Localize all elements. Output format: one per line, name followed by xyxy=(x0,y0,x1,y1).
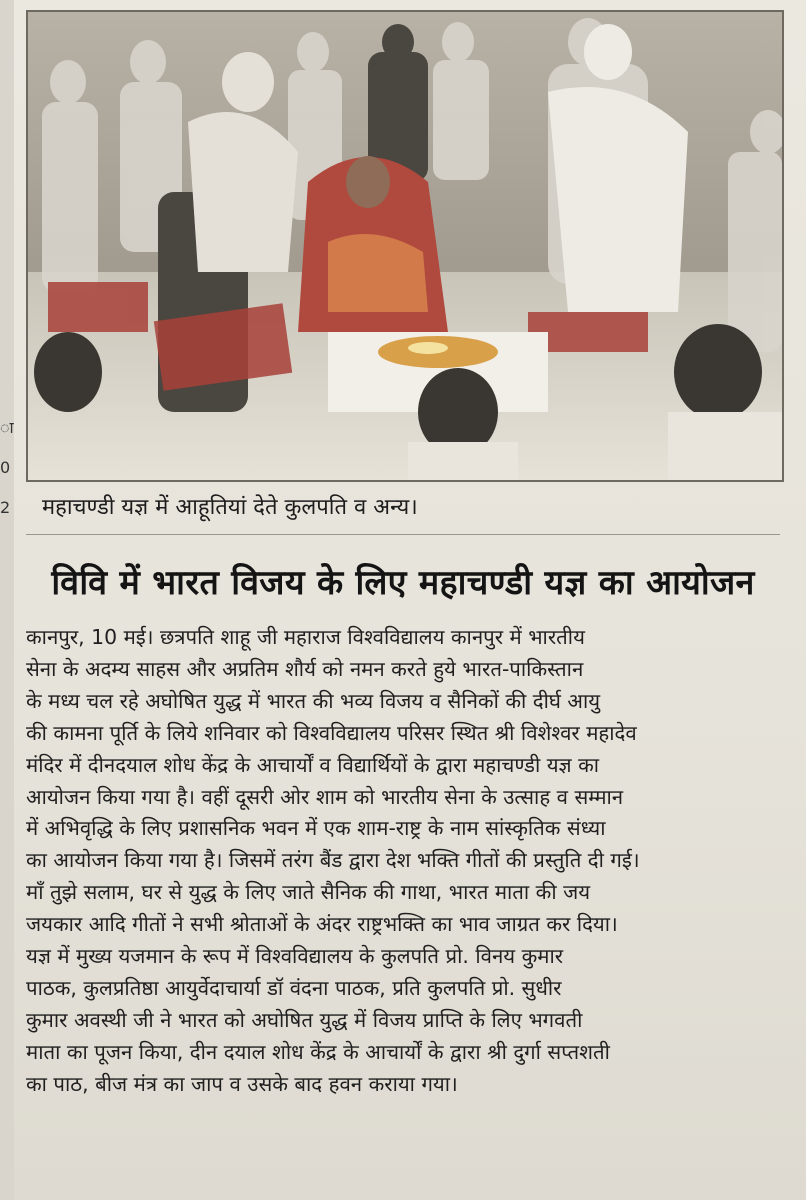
article-line: माता का पूजन किया, दीन दयाल शोध केंद्र के आचार्यों के द्वारा श्री दुर्गा सप्तशती xyxy=(26,1039,610,1064)
article-line: की कामना पूर्ति के लिये शनिवार को विश्वविद्यालय परिसर स्थित श्री विशेश्वर महादेव xyxy=(26,720,637,745)
article-line: में अभिवृद्धि के लिए प्रशासनिक भवन में एक शाम-राष्ट्र के नाम सांस्कृतिक संध्या xyxy=(26,816,606,841)
article-line: कानपुर, 10 मई। छत्रपति शाहू जी महाराज विश्वविद्यालय कानपुर में भारतीय xyxy=(26,625,585,649)
margin-mark: 2 xyxy=(0,498,11,517)
article-line: जयकार आदि गीतों ने सभी श्रोताओं के अंदर राष्ट्रभक्ति का भाव जाग्रत कर दिया। xyxy=(26,912,618,937)
article-line: सेना के अदम्य साहस और अप्रतिम शौर्य को नमन करते हुये भारत-पाकिस्तान xyxy=(26,656,584,681)
article-line: पाठक, कुलप्रतिष्ठा आयुर्वेदाचार्या डॉ वंदना पाठक, प्रति कुलपति प्रो. सुधीर xyxy=(26,975,562,1000)
article-line: माँ तुझे सलाम, घर से युद्ध के लिए जाते सैनिक की गाथा, भारत माता की जय xyxy=(26,880,591,905)
photo-caption: महाचण्डी यज्ञ में आहूतियां देते कुलपति व अन्य। xyxy=(42,495,418,520)
margin-mark: 0 xyxy=(0,458,11,477)
article-line: यज्ञ में मुख्य यजमान के रूप में विश्वविद्यालय के कुलपति प्रो. विनय कुमार xyxy=(26,944,564,969)
article-line: कुमार अवस्थी जी ने भारत को अघोषित युद्ध में विजय प्राप्ति के लिए भगवती xyxy=(26,1007,583,1032)
photo-image xyxy=(28,12,782,480)
article-line: का आयोजन किया गया है। जिसमें तरंग बैंड द्वारा देश भक्ति गीतों की प्रस्तुति दी गई। xyxy=(26,848,640,873)
headline: विवि में भारत विजय के लिए महाचण्डी यज्ञ का आयोजन xyxy=(51,563,755,603)
article-line: के मध्य चल रहे अघोषित युद्ध में भारत की भव्य विजय व सैनिकों की दीर्घ आयु xyxy=(26,688,601,713)
divider xyxy=(26,534,780,535)
margin-mark: ा xyxy=(0,418,14,437)
adjacent-column-edge xyxy=(0,0,14,1200)
news-photo xyxy=(26,10,784,482)
article-line: का पाठ, बीज मंत्र का जाप व उसके बाद हवन कराया गया। xyxy=(26,1071,458,1096)
article-line: मंदिर में दीनदयाल शोध केंद्र के आचार्यों व विद्यार्थियों के द्वारा महाचण्डी यज्ञ का xyxy=(26,752,600,777)
article-line: आयोजन किया गया है। वहीं दूसरी ओर शाम को भारतीय सेना के उत्साह व सम्मान xyxy=(26,784,624,809)
article-body xyxy=(26,622,778,1197)
